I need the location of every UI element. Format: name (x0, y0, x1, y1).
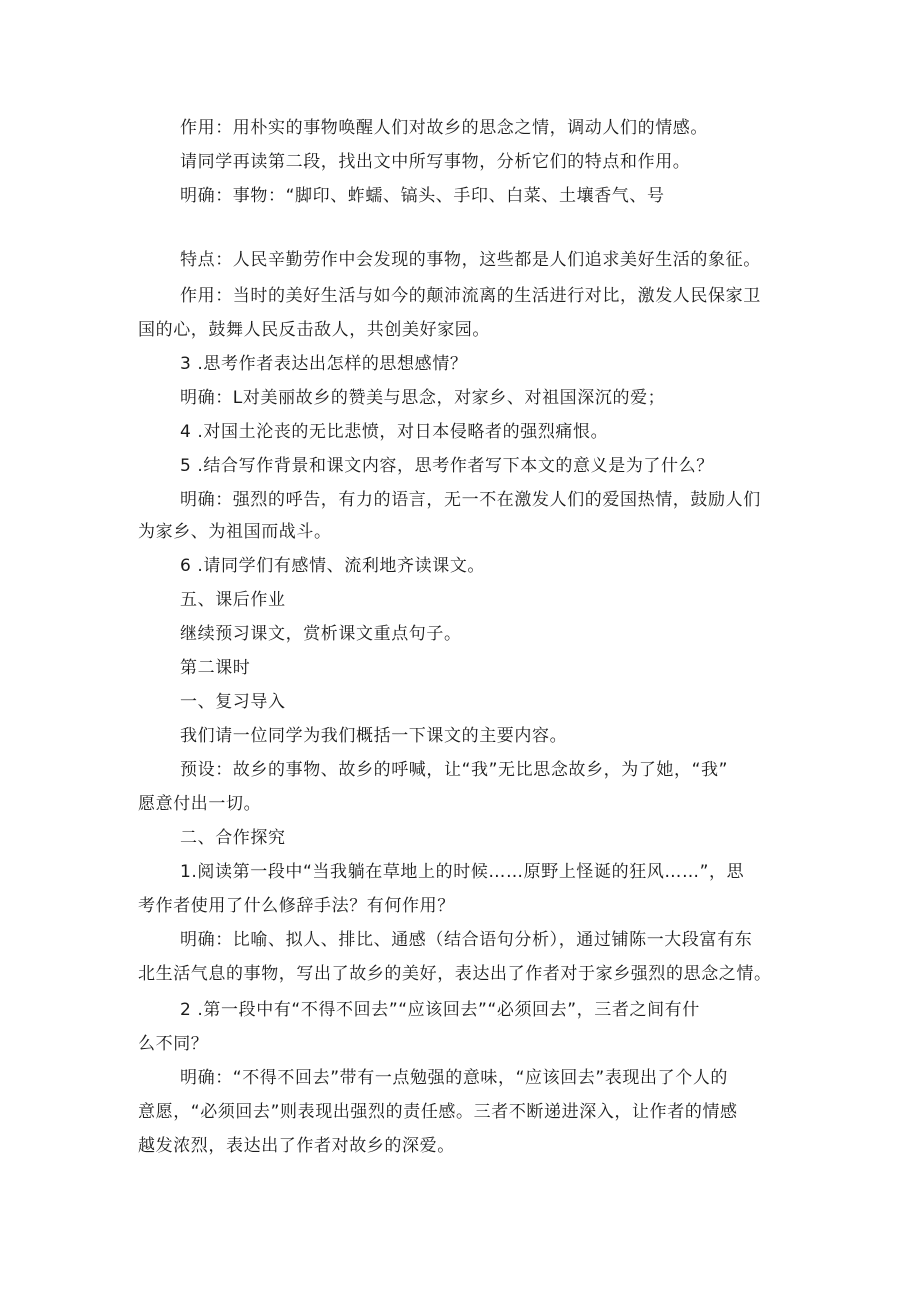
text-line: 愿意付出一切。 (138, 794, 262, 814)
text-line: 明确：事物：“脚印、蚱蠕、镐头、手印、白菜、土壤香气、号 (180, 186, 665, 206)
text-line: 请同学再读第二段，找出文中所写事物，分析它们的特点和作用。 (180, 152, 691, 172)
text-line: 作用：当时的美好生活与如今的颠沛流离的生活进行对比，激发人民保家卫 (180, 286, 761, 306)
text-line: 意愿，“必须回去”则表现出强烈的责任感。三者不断递进深入，让作者的情感 (138, 1102, 738, 1122)
text-line: 北生活气息的事物，写出了故乡的美好，表达出了作者对于家乡强烈的思念之情。 (138, 964, 772, 984)
text-line: 国的心，鼓舞人民反击敌人，共创美好家园。 (138, 320, 490, 340)
text-line: 明确：强烈的呼告，有力的语言，无一不在激发人们的爱国热情，鼓励人们 (180, 490, 761, 510)
numbered-item: 1.阅读第一段中“当我躺在草地上的时候……原野上怪诞的狂风……”，思 (180, 862, 745, 882)
text-line: 明确：比喻、拟人、排比、通感（结合语句分析），通过铺陈一大段富有东 (180, 930, 753, 950)
text-line: 我们请一位同学为我们概括一下课文的主要内容。 (180, 726, 568, 746)
lesson-heading: 第二课时 (180, 658, 251, 678)
text-line: 么不同？ (138, 1034, 209, 1054)
text-line: 明确：L对美丽故乡的赞美与思念，对家乡、对祖国深沉的爱； (180, 388, 666, 408)
text-line: 考作者使用了什么修辞手法？有何作用？ (138, 896, 455, 916)
section-heading: 一、复习导入 (180, 692, 286, 712)
text-line: 预设：故乡的事物、故乡的呼喊，让“我”无比思念故乡，为了她，“我” (180, 760, 729, 780)
text-line: 明确：“不得不回去”带有一点勉强的意味，“应该回去”表现出了个人的 (180, 1068, 729, 1088)
text-line: 继续预习课文，赏析课文重点句子。 (180, 624, 462, 644)
numbered-item: 4 .对国土沦丧的无比悲愤，对日本侵略者的强烈痛恨。 (180, 422, 609, 442)
text-line: 越发浓烈，表达出了作者对故乡的深爱。 (138, 1136, 455, 1156)
numbered-item: 2 .第一段中有“不得不回去”“应该回去”“必须回去”，三者之间有什 (180, 1000, 700, 1020)
numbered-item: 5 .结合写作背景和课文内容，思考作者写下本文的意义是为了什么？ (180, 456, 714, 476)
numbered-item: 6 .请同学们有感情、流利地齐读课文。 (180, 556, 486, 576)
numbered-item: 3 .思考作者表达出怎样的思想感情？ (180, 354, 468, 374)
section-heading: 五、课后作业 (180, 590, 286, 610)
text-line: 为家乡、为祖国而战斗。 (138, 522, 332, 542)
text-line: 作用：用朴实的事物唤醒人们对故乡的思念之情，调动人们的情感。 (180, 118, 708, 138)
section-heading: 二、合作探究 (180, 828, 286, 848)
text-line: 特点：人民辛勤劳作中会发现的事物，这些都是人们追求美好生活的象征。 (180, 250, 761, 270)
